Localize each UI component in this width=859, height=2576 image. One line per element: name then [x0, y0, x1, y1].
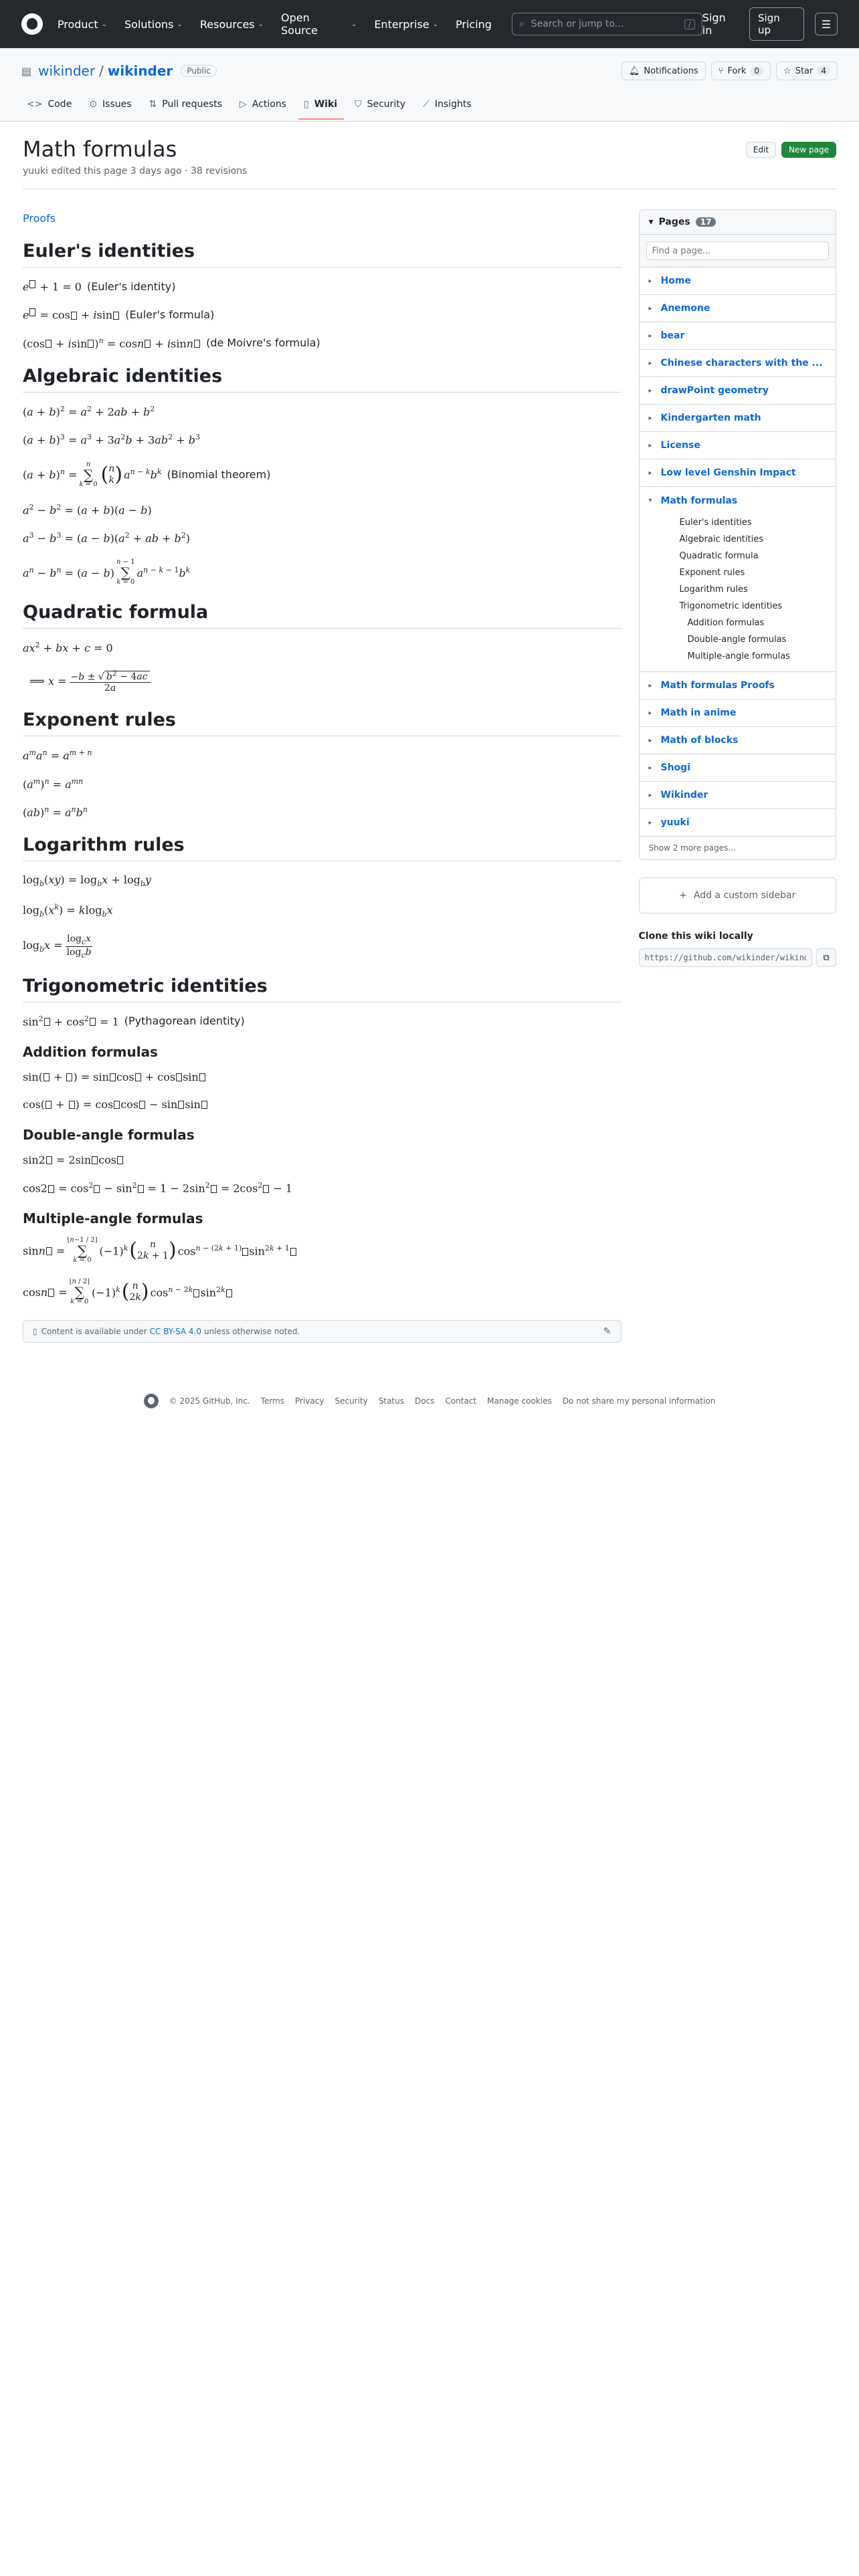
page-item-drawpoint-geometry[interactable]: ▸ drawPoint geometry [640, 377, 836, 405]
formula-sine-multiple-angle: sinn = ⌊n−1 / 2⌋ ∑ k = 0 $(-1)^k$ ( n 2k + 1 ) $\cos^{n - (2k + 1)} \sin^{2k + 1}$ [23, 1237, 622, 1264]
caret-down-icon: ▾ [648, 497, 652, 504]
toc-subitem[interactable]: Addition formulas [687, 618, 765, 628]
nav-enterprise[interactable]: Enterprise ⌄ [374, 17, 439, 31]
license-icon: ▯ [33, 1327, 37, 1337]
formula-sine-double-angle: sin2 = 2sin cos [23, 1154, 622, 1166]
pencil-icon[interactable]: ✎ [603, 1326, 611, 1337]
heading-addition: Addition formulas [23, 1043, 158, 1060]
tab-issues[interactable]: ⊙ Issues [89, 99, 132, 110]
page-item-anemone[interactable]: ▸ Anemone [640, 295, 836, 322]
page-item-bear[interactable]: ▸ bear [640, 322, 836, 350]
formula-log-change-of-base: $\log_bx$ = $\frac{\log_cx}{\log_cb}$ [23, 933, 92, 960]
repo-owner-link[interactable]: wikinder [38, 63, 96, 79]
graph-icon: ⟋ [423, 99, 430, 110]
pages-header[interactable]: ▾ Pages 17 [640, 210, 836, 235]
new-page-button[interactable]: New page [781, 142, 836, 158]
tab-code[interactable]: <> Code [27, 99, 72, 110]
search-input[interactable] [530, 18, 679, 30]
chevron-down-icon: ⌄ [177, 20, 183, 28]
heading-logarithm: Logarithm rules [23, 835, 622, 861]
fork-icon: ⑂ [718, 66, 724, 76]
heading-quadratic: Quadratic formula [23, 602, 622, 629]
formula-euler-identity: e + 1 = 0 (Euler's identity) [23, 280, 176, 294]
repo-icon: ▤ [21, 64, 32, 78]
formula-euler-formula: e = cos + isin (Euler's formula) [23, 308, 215, 322]
search-icon: ⌕ [518, 19, 524, 29]
wiki-sidebar [639, 209, 837, 1343]
formula-de-moivre: (cos + isin )$^n$ = cosn + isinn (de Moivre's formula) [23, 336, 320, 350]
page-title: Math formulas [23, 136, 177, 162]
page-meta: yuuki edited this page 3 days ago · 38 revisions [23, 166, 836, 189]
page-item-wikinder[interactable]: ▸ Wikinder [640, 782, 836, 809]
formula-pythagorean-identity: $\sin^2 + \cos^2 = 1$ (Pythagorean identity) [23, 1014, 245, 1028]
footer-link-status[interactable]: Status [378, 1396, 404, 1406]
clone-url-input[interactable] [639, 948, 813, 967]
tab-actions[interactable]: ▷ Actions [240, 99, 287, 110]
sign-up-button[interactable]: Sign up [749, 7, 804, 41]
caret-right-icon: ▸ [648, 469, 652, 477]
wiki-article [23, 209, 622, 1343]
github-footer-logo-icon[interactable] [144, 1394, 159, 1408]
star-button[interactable]: ☆ Star 4 [776, 62, 838, 80]
heading-exponent: Exponent rules [23, 710, 622, 736]
global-header [0, 0, 859, 48]
fork-count: 0 [750, 66, 763, 76]
formula-exponent-product-power: $(ab)^n = a^nb^n$ [23, 804, 88, 819]
page-item-license[interactable]: ▸ License [640, 432, 836, 459]
heading-double-angle: Double-angle formulas [23, 1126, 195, 1143]
page-item-shogi[interactable]: ▸ Shogi [640, 754, 836, 782]
fork-button[interactable]: ⑂ Fork 0 [711, 62, 771, 80]
plus-icon: + [679, 890, 687, 901]
repo-tabs [21, 99, 838, 119]
caret-right-icon: ▸ [648, 681, 652, 689]
caret-right-icon: ▸ [648, 819, 652, 827]
global-search[interactable] [512, 13, 702, 35]
star-count: 4 [817, 66, 830, 76]
page-item-low-level-genshin[interactable]: ▸ Low level Genshin Impact [640, 459, 836, 487]
caret-down-icon: ▾ [648, 217, 654, 227]
footer-link-terms[interactable]: Terms [260, 1396, 285, 1406]
wiki-main [0, 136, 859, 1408]
clone-title: Clone this wiki locally [638, 931, 753, 942]
caret-right-icon: ▸ [648, 441, 652, 449]
page-item-chinese-characters[interactable]: ▸ Chinese characters with the ... [640, 350, 836, 377]
nav-product[interactable]: Product ⌄ [57, 17, 107, 31]
show-more-pages[interactable]: Show 2 more pages... [648, 843, 736, 853]
formula-quadratic-solution: ⟹ x = $\frac{-b \pm √ b^2 - 4ac}{2a}$ [23, 669, 622, 694]
caret-right-icon: ▸ [648, 414, 652, 422]
find-page-input[interactable] [646, 241, 830, 260]
tab-insights[interactable]: ⟋ Insights [423, 99, 472, 110]
formula-sine-addition: sin( + ) = sin cos + cos sin [23, 1071, 622, 1083]
formula-exponent-product: $a^ma^n = a^{m + n}$ [23, 748, 92, 762]
add-custom-sidebar-button[interactable]: + Add a custom sidebar [639, 877, 837, 914]
caret-right-icon: ▸ [648, 277, 652, 285]
nav-open-source[interactable]: Open Source ⌄ [281, 11, 357, 37]
footer-link-do-not-share[interactable]: Do not share my personal information [562, 1396, 716, 1406]
formula-difference-of-cubes: $a^3 - b^3 = (a - b)(a^2$ + ab + $b^2$) [23, 530, 191, 545]
nav-solutions[interactable]: Solutions ⌄ [124, 17, 183, 31]
page-item-math-formulas-proofs[interactable]: ▸ Math formulas Proofs [640, 672, 836, 700]
github-logo-icon[interactable] [21, 13, 43, 35]
heading-multiple-angle: Multiple-angle formulas [23, 1210, 203, 1227]
caret-right-icon: ▸ [648, 359, 652, 367]
license-note: ▯ Content is available under CC BY-SA 4.0 unless otherwise noted. ✎ [23, 1320, 622, 1343]
formula-cube-of-sum: $(a + b)^3 = a^3 + 3a^2b + 3ab^2 + b^3$ [23, 433, 200, 447]
repo-header [0, 48, 859, 122]
formula-binomial-theorem: $(a + b)^n$ = n ∑ k = 0 ( n k ) $a^{n - k}b^k$ (Binomial theorem) [23, 460, 271, 488]
nav-resources[interactable]: Resources ⌄ [199, 17, 264, 31]
toc-item[interactable]: Exponent rules [679, 568, 745, 578]
global-nav [58, 11, 492, 37]
toc-item[interactable]: Algebraic identities [679, 534, 763, 544]
nav-pricing[interactable]: Pricing [456, 17, 492, 31]
tab-pull-requests[interactable]: ⇅ Pull requests [149, 99, 223, 110]
formula-difference-of-squares: $a^2 - b^2 = (a + b)(a - b)$ [23, 502, 152, 516]
footer-link-privacy[interactable]: Privacy [295, 1396, 324, 1406]
page-item-yuuki[interactable]: ▸ yuuki [640, 809, 836, 837]
chevron-down-icon: ⌄ [101, 20, 107, 28]
page-item-kindergarten-math[interactable]: ▸ Kindergarten math [640, 405, 836, 432]
page-item-math-in-anime[interactable]: ▸ Math in anime [640, 700, 836, 727]
caret-right-icon: ▸ [648, 791, 652, 799]
repo-separator: / [99, 63, 104, 79]
heading-euler: Euler's identities [23, 241, 622, 267]
proofs-link[interactable]: Proofs [23, 212, 56, 225]
issue-icon: ⊙ [89, 99, 98, 110]
formula-cosine-double-angle: $\cos 2 = \cos^2 - \sin^2 = 1 - 2\sin^2 = 2\cos^2 - 1$ [23, 1180, 293, 1195]
page-item-math-formulas[interactable]: ▾ Math formulas [648, 495, 738, 506]
pages-panel [639, 209, 837, 860]
formula-log-product: $\log_b(xy) = \log_bx + \log_by$ [23, 873, 151, 889]
page-item-math-of-blocks[interactable]: ▸ Math of blocks [640, 727, 836, 754]
caret-right-icon: ▸ [648, 387, 652, 395]
copy-icon[interactable]: ⧉ [816, 948, 836, 967]
star-icon: ☆ [783, 66, 791, 76]
heading-algebraic: Algebraic identities [23, 366, 622, 393]
tab-security[interactable]: ⛉ Security [355, 99, 406, 110]
footer-link-contact[interactable]: Contact [445, 1396, 477, 1406]
shield-icon: ⛉ [355, 99, 362, 110]
toc-item[interactable]: Euler's identities [679, 518, 752, 528]
formula-cosine-multiple-angle: cosn = ⌊n / 2⌋ ∑ k = 0 $(-1)^k$ ( n 2k ) $\cos^{n - 2k} \sin^{2k}$ [23, 1279, 622, 1305]
heading-trigonometric: Trigonometric identities [23, 976, 622, 1002]
slash-key-hint: / [684, 19, 695, 29]
notifications-button[interactable]: 🔔︎ Notifications [622, 62, 706, 80]
menu-icon[interactable]: ☰ [815, 13, 838, 35]
pull-request-icon: ⇅ [149, 99, 157, 110]
chevron-down-icon: ⌄ [258, 20, 264, 28]
chevron-down-icon: ⌄ [432, 20, 439, 28]
formula-exponent-power: $(a^m)^n = a^{mn}$ [23, 776, 84, 790]
visibility-badge: Public [181, 65, 217, 77]
math-formulas-toc [640, 514, 836, 672]
toc-subitem[interactable]: Multiple-angle formulas [687, 651, 790, 661]
footer-link-docs[interactable]: Docs [415, 1396, 435, 1406]
formula-log-power: $\log_b(x^k) = klog_bx$ [23, 903, 113, 919]
toc-item[interactable]: Quadratic formula [679, 551, 759, 561]
sign-in-link[interactable]: Sign in [702, 11, 726, 37]
footer-link-security[interactable]: Security [335, 1396, 368, 1406]
toc-item[interactable]: Logarithm rules [679, 584, 748, 595]
page-item-home[interactable]: ▸ Home [640, 267, 836, 295]
pages-count: 17 [696, 217, 717, 227]
formula-square-of-sum: $(a + b)^2 = a^2 + 2ab + b^2$ [23, 404, 155, 419]
caret-right-icon: ▸ [648, 709, 652, 717]
toc-subitem[interactable]: Double-angle formulas [687, 635, 787, 645]
revisions-link[interactable]: 38 revisions [190, 166, 248, 177]
footer-link-manage-cookies[interactable]: Manage cookies [487, 1396, 552, 1406]
code-icon: <> [27, 99, 43, 110]
caret-right-icon: ▸ [648, 304, 652, 312]
caret-right-icon: ▸ [648, 736, 652, 744]
formula-quadratic-equation: $ax^2$ + bx + c = 0 [23, 641, 113, 655]
bell-icon: 🔔︎ [628, 66, 640, 76]
caret-right-icon: ▸ [648, 332, 652, 340]
formula-cosine-addition: cos( + ) = cos cos − sin sin [23, 1098, 622, 1111]
book-icon: ▯ [304, 99, 309, 110]
license-link[interactable]: CC BY-SA 4.0 [149, 1327, 202, 1337]
repo-name-link[interactable]: wikinder [107, 63, 173, 79]
chevron-down-icon: ⌄ [351, 20, 357, 28]
play-icon: ▷ [240, 99, 247, 110]
tab-wiki[interactable]: ▯ Wiki [298, 99, 344, 119]
toc-item[interactable]: Trigonometric identities [679, 601, 783, 611]
edit-button[interactable]: Edit [746, 142, 776, 158]
site-footer: © 2025 GitHub, Inc. Terms Privacy Security Status Docs Contact Manage cookies Do not share my personal information [23, 1394, 836, 1408]
caret-right-icon: ▸ [648, 764, 652, 772]
formula-difference-of-powers: $a^n - b^n = (a - b)$ n − 1 ∑ k = 0 $a^{n - k - 1}b^k$ [23, 558, 191, 586]
